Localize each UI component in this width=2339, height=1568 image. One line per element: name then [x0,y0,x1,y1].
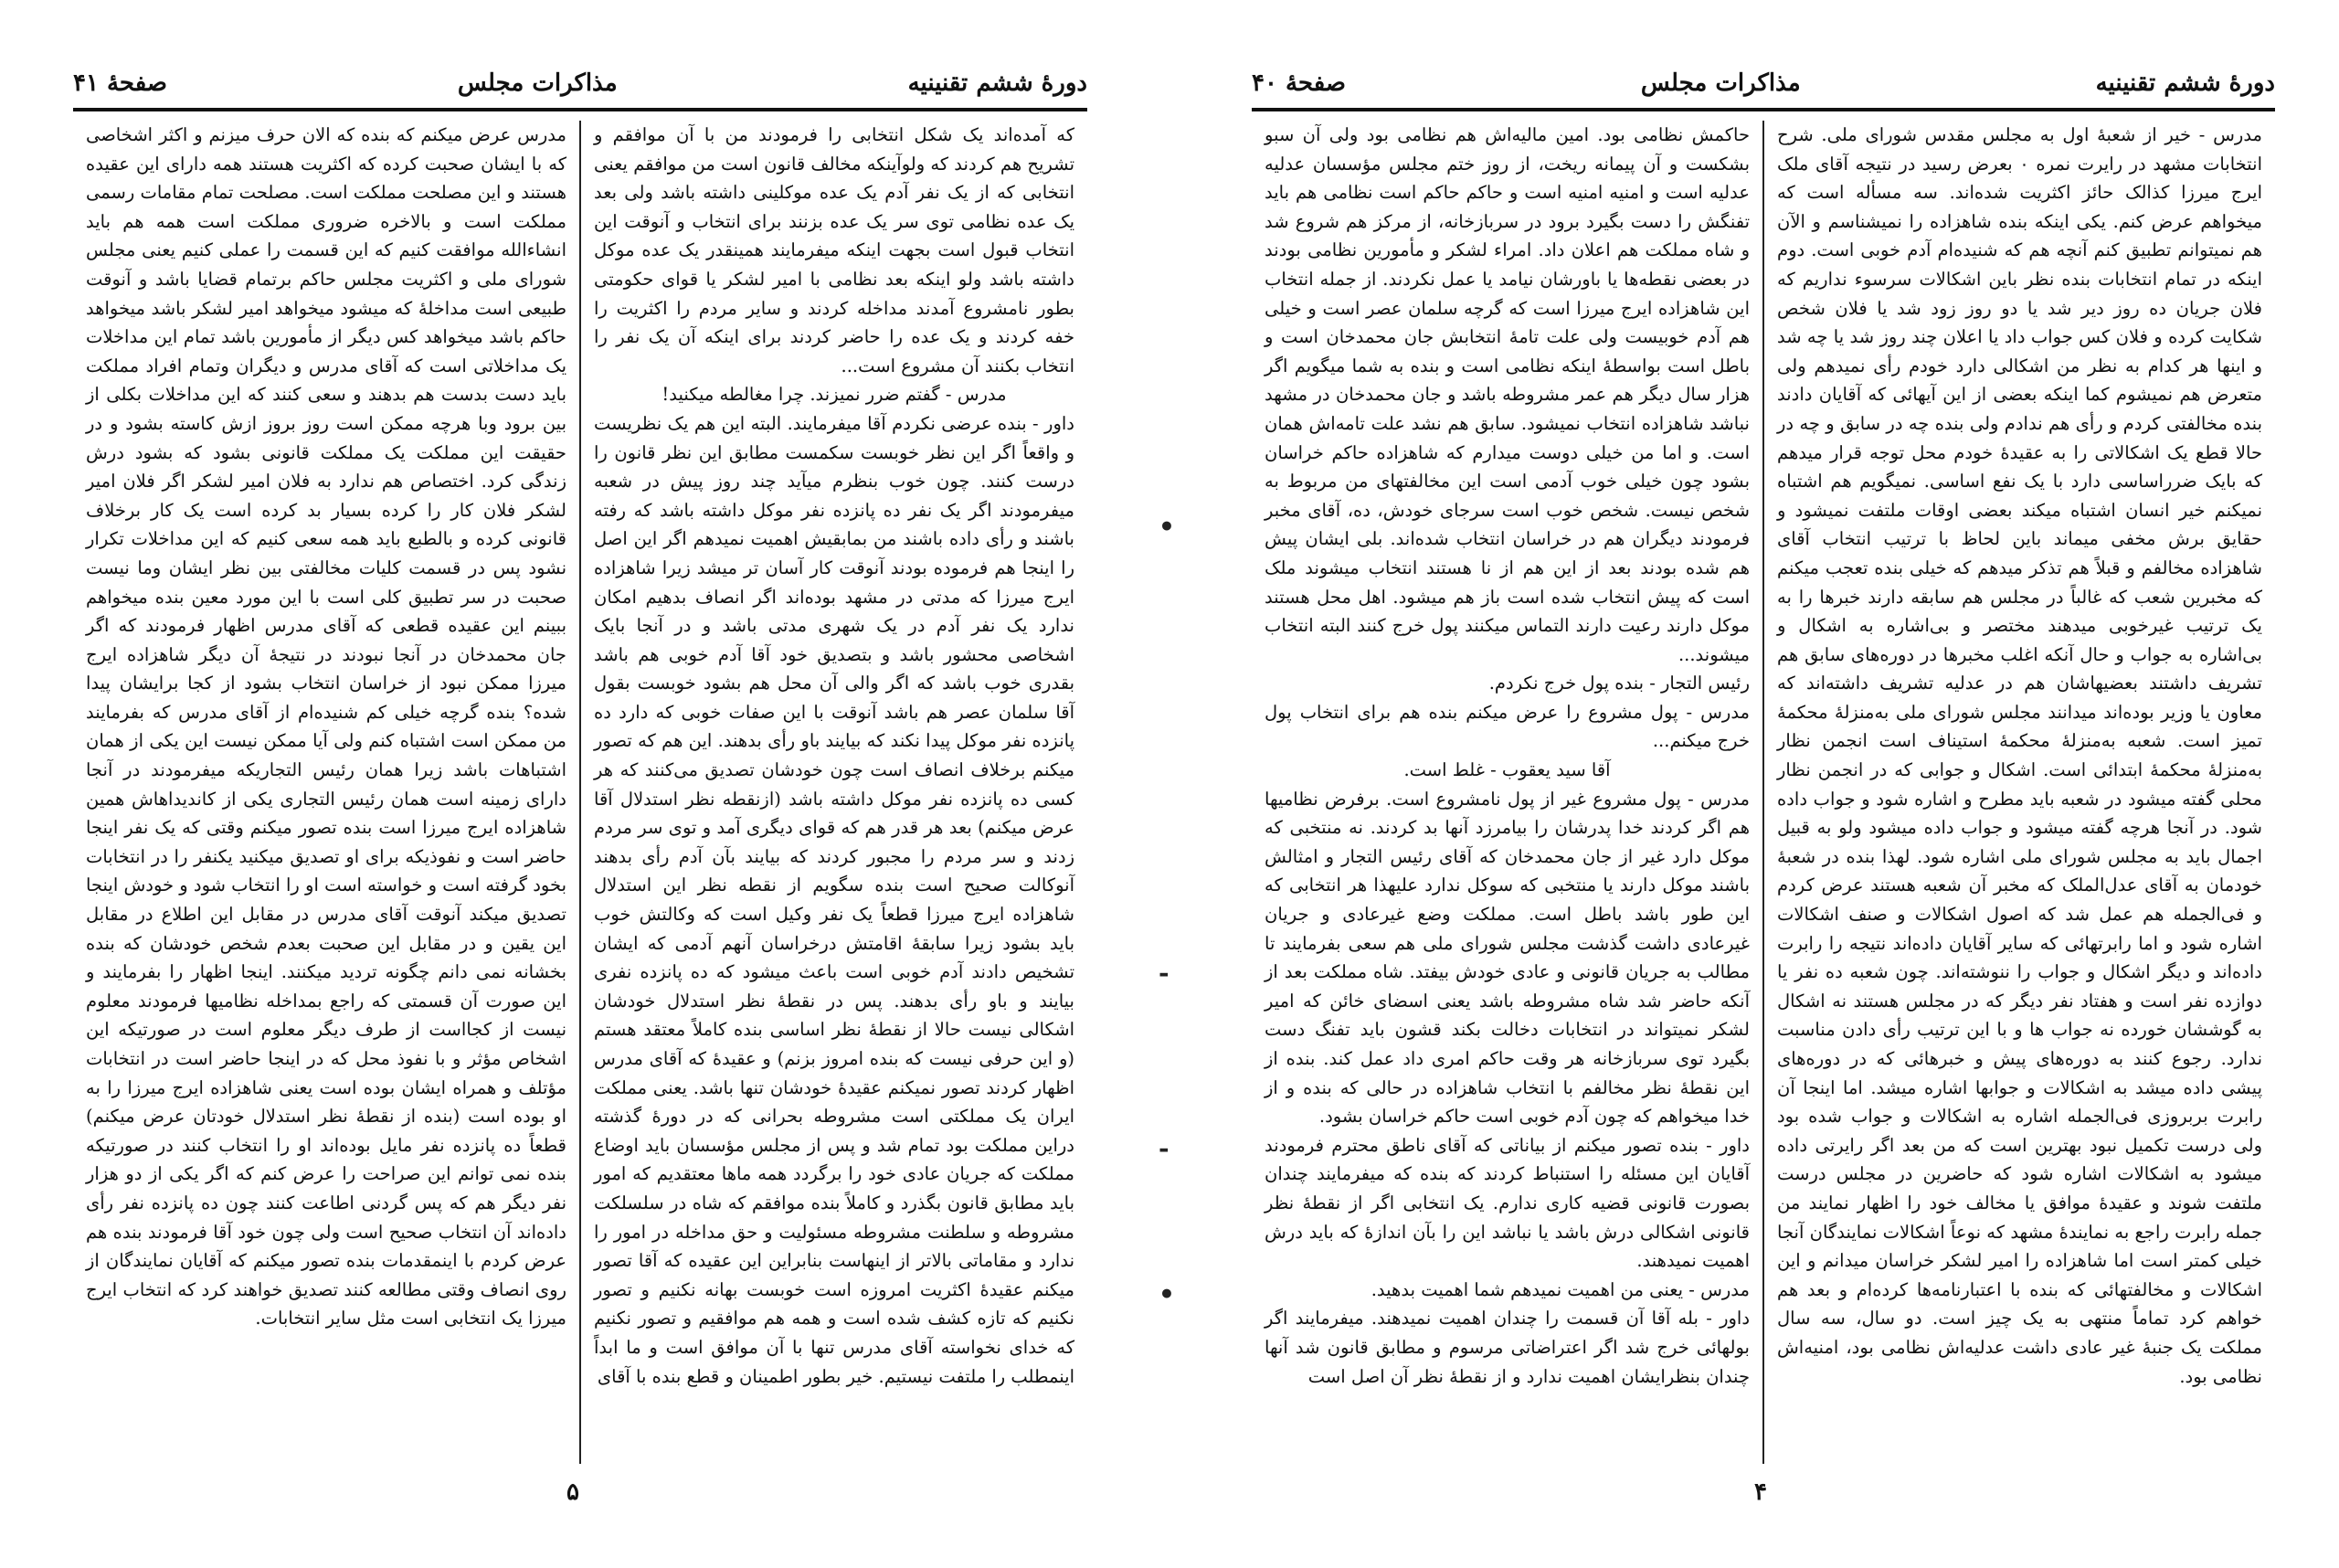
left-page-columns [73,121,1087,1464]
left-page [0,0,1133,1568]
paragraph: مدرس - گفتم ضرر نمیزند. چرا مغالطه میکنید! [661,384,1007,406]
right-page-left-column [1252,121,1762,1464]
right-page-right-column [1764,121,2275,1464]
paragraph: داور - بنده تصور میکنم از بیاناتی که آقای ناطق محترم فرمودند آقایان این مسئله را استنباط کردند که بنده که میفرمایند چندان بصورت قانونی قضیه کاری ندارم. یک انتخابی اگر از نقطهٔ نظر قانونی اشکالی درش باشد یا نباشد این را بآن اندازهٔ که باید درش اهمیت نمیدهند. [1265,1134,1750,1272]
left-page-header-title: مذاکرات مجلس [457,69,618,97]
gutter-mark: • [1159,1279,1175,1309]
paragraph: مدرس - پول مشروع غیر از پول نامشروع است. برفرض نظامیها هم اگر کردند خدا پدرشان را بیامرزد آنها بد کردند. نه منتخبی که موکل دارد غیر از جان محمدخان که آقای رئیس التجار و امثالش باشند موکل دارند یا منتخبی که سوکل ندارد علیهذا هر انتخابی که این طور باشد باطل است. مملکت وضع غیرعادی و جریان غیرعادی داشت گذشت مجلس شورای ملی هم سعی بفرمایند تا مطالب به جریان قانونی و عادی خودش بیفتد. شاه مملکت بعد از آنکه حاضر شد شاه مشروطه باشد یعنی اسضای خائن که امیر لشکر نمیتواند در انتخابات دخالت بکند قشون باید تفنگ دست بگیرد توی سربازخانه هر وقت حاکم امری داد عمل کند. بنده از این نقطهٔ نظر مخالفم با انتخاب شاهزاده در حالی که بنده و از خدا میخواهم که چون آدم خوبی است حاکم خراسان بشود. [1265,788,1750,1128]
paragraph: مدرس - پول مشروع را عرض میکنم بنده هم برای انتخاب پول خرج میکنم... [1265,701,1750,752]
paragraph: آقا سید یعقوب - غلط است. [1403,759,1611,781]
column-divider [1762,121,1764,1464]
paragraph: داور - بنده عرضی نکردم آقا میفرمایند. البته این هم یک نظریست و واقعاً اگر این نظر خوبست سکمست مطابق این نظر قانون را درست کنند. چون خوب بنظرم میآید چند روز پیش در شعبه میفرمودند اگر یک نفر ده پانزده نفر موکل داشته باشد که رفته باشند و رأی داده باشند من بمابقیش اهمیت نمیدهم اگر این اصل را اینجا هم فرموده بودند آنوقت کار آسان تر میشد زیرا شاهزاده ایرج میرزا که مدتی در مشهد بوده‌اند اگر انصاف بدهیم امکان ندارد یک نفر آدم در یک شهری مدتی باشد و در آنجا بایک اشخاصی محشور باشد و بتصدیق خود آقا آدم خوبی هم باشد بقدری خوب باشد که اگر والی آن محل هم بشود خوبست بقول آقا سلمان عصر هم باشد آنوقت با این صفات خوبی که دارد ده پانزده نفر موکل پیدا نکند که بیایند باو رأی بدهند. این هم که تصور میکنم برخلاف انصاف است چون خودشان تصدیق می‌کنند که هر کسی ده پانزده نفر موکل داشته باشد (ازنقطه نظر استدلال آقا عرض میکنم) بعد هر قدر هم که قوای دیگری آمد و توی سر مردم زدند و سر مردم را مجبور کردند که بیایند بآن آدم رأی بدهند آنوکالت صحیح است بنده سگویم از نقطه نظر این استدلال شاهزاده ایرج میرزا قطعاً یک نفر وکیل است که وکالتش خوب باید بشود زیرا سابقهٔ اقامتش درخراسان آنهم آدمی که ایشان تشخیص دادند آدم خوبی است باعث میشود که ده پانزده نفری بیایند و باو رأی بدهند. پس در نقطهٔ نظر استدلال خودشان اشکالی نیست حالا از نقطهٔ نظر اساسی بنده کاملاً معتقد هستم (و این حرفی نیست که بنده امروز بزنم) و عقیدهٔ که آقای مدرس اظهار کردند تصور نمیکنم عقیدهٔ خودشان تنها باشد. یعنی مملکت ایران یک مملکتی است مشروطه بحرانی که در دورهٔ گذشته دراین مملکت بود تمام شد و پس از مجلس مؤسسان باید اوضاع مملکت که جریان عادی خود را برگردد همه ماها معتقدیم که امور باید مطابق قانون بگذرد و کاملاً بنده موافقم که شاه در سلسلکت مشروطه و سلطنت مشروطه مسئولیت و حق مداخله در امور را ندارد و مقاماتی بالاتر از اینهاست بنابراین این عقیده که آقا تصور میکنم عقیدهٔ اکثریت امروزه است خوبست بهانه نکنیم و تصور نکنیم که تازه کشف شده است و همه هم موافقیم و تصور نکنیم که خدای نخواسته آقای مدرس تنها با آن موافق است و ما ابداً اینمطلب را ملتفت نیستیم. خیر بطور اطمینان و قطع بنده با آقای [594,412,1074,1387]
paragraph: مدرس - خیر از شعبهٔ اول به مجلس مقدس شورای ملی. شرح انتخابات مشهد در رایرت نمره ۰ بعرض رسید در نتیجه آقای ملک ایرج میرزا کذالک حائز اکثریت شده‌اند. سه مسأله است که میخواهم عرض کنم. یکی اینکه بنده شاهزاده را نمیشناسم و الآن هم نمیتوانم تطبیق کنم آنچه هم که شنیده‌ام آدم خوبی است. دوم اینکه در تمام انتخابات بنده نظر باین اشکالات سرسوء نداریم که فلان جریان ده روز دیر شد یا دو روز زود شد یا فلان شخص شکایت کرده و فلان کس جواب داد یا اعلان چند روز شد یا چه شد و اینها هر کدام به نظر من اشکالی دارد خودم رأی نمیدهم ولی متعرض هم نمیشوم کما اینکه بعضی از این آیهائی که آقایان دادند بنده مخالفتی کردم و رأی هم ندادم ولی بنده چه در سابق و چه در حالا قطع یک اشکالاتی را به عقیدهٔ خودم محل توجه قرار میدهم که بایک ضرراساسی دارد با یک نفع اساسی. نمیگویم هم اشتباه نمیکنم خیر انسان اشتباه میکند بعضی اوقات ملتفت نمیشود و حقایق برش مخفی میماند باین لحاظ با ترتیب انتخاب آقای شاهزاده مخالفم و قبلاً هم تذکر میدهم که خیلی بنده تعجب میکنم که مخبرین شعب که غالباً در مجلس هم سابقه دارند خبرها را به یک ترتیب غیرخوبی میدهند مختصر و بی‌اشاره به اشکال و بی‌اشاره به جواب و حال آنکه اغلب مخبرها در دوره‌های سابق هم تشریف داشتند بعضیهاشان هم در عدلیه تشریف داشته‌اند که معاون یا وزیر بوده‌اند میدانند مجلس شورای ملی به‌منزلهٔ محکمهٔ تمیز است. شعبه به‌منزلهٔ محکمهٔ استیناف است انجمن نظار به‌منزلهٔ محکمهٔ ابتدائی است. اشکال و جوابی که در انجمن نظار محلی گفته میشود در شعبه باید مطرح و اشاره شود و جواب داده شود. در آنجا هرچه گفته میشود و جواب داده میشود ولو به قبیل اجمال باید به مجلس شورای ملی اشاره شود. لهذا بنده در شعبهٔ خودمان به آقای عدل‌الملک که مخبر آن شعبه هستند عرض کردم و فی‌الجمله هم عمل شد که اصول اشکالات و صنف اشکالات اشاره شود و اما رابرتهائی که سایر آقایان داده‌اند نتیجه را رابرت داده‌اند و دیگر اشکال و جواب را ننوشته‌اند. چون شعبه ده نفر یا دوازده نفر است و هفتاد نفر دیگر که در مجلس هستند نه اشکال به گوششان خورده نه جواب ها و با این ترتیب رأی دادن مناسبت ندارد. رجوع کنند به دوره‌های پیش و خبرهائی که در دوره‌های پیشی داده میشد به اشکالات و جوابها اشاره میشد. اما اینجا آن رابرت بربروزی فی‌الجمله اشاره به اشکالات و جواب شده بود ولی درست تکمیل نبود بهترین است که من بعد اگر رایرتی داده میشود به اشکالات اشاره شود که حاضرین در مجلس درست ملتفت شوند و عقیدهٔ موافق یا مخالف خود را اظهار نمایند من جمله رابرت راجع به نمایندهٔ مشهد که نوعاً اشکالات نمایندگان آنجا خیلی کمتر است اما شاهزاده را امیر لشکر خراسان میدانم و این اشکالات و مخالفتهائی که بنده با اعتبارنامه‌ها کرده‌ام و بعد هم خواهم کرد تماماً منتهی به یک چیز است. دو سال، سه سال مملکت یک جنبهٔ غیر عادی داشت عدلیه‌اش نظامی بود، امنیه‌اش نظامی بود. [1777,124,2262,1387]
right-page-columns [1252,121,2275,1464]
right-page-header-rule [1252,108,2275,111]
right-page-header-volume: دورهٔ ششم تقنینیه [2095,69,2275,97]
right-page-header-title: مذاکرات مجلس [1640,69,1801,97]
left-page-header-volume: دورهٔ ششم تقنینیه [907,69,1087,97]
paragraph: رئیس التجار - بنده پول خرج نکردم. [1488,673,1750,694]
paragraph: حاکمش نظامی بود. امین مالیه‌اش هم نظامی بود ولی آن سبو بشکست و آن پیمانه ریخت، از روز ختم مجلس مؤسسان عدلیه عدلیه است و امنیه امنیه است و حاکم حاکم است نظامی هم باید تفنگش را دست بگیرد برود در سربازخانه، از مرکز هم شروع شد و شاه مملکت هم اعلان داد. امراء لشکر و مأمورین نظامی بودند در بعضی نقطه‌ها یا باورشان نیامد یا عمل نکردند. از جمله انتخاب این شاهزاده ایرج میرزا است که گرچه سلمان عصر است و خیلی هم آدم خوبیست ولی علت تامهٔ انتخابش جان محمدخان است و باطل است بواسطهٔ اینکه نظامی است و بنده به شما میگویم اگر هزار سال دیگر هم عمر مشروطه باشد و جان محمدخان در مشهد نباشد شاهزاده انتخاب نمیشود. سابق هم نشد علت تامه‌اش همان است. و اما من خیلی دوست میدارم که شاهزاده حاکم خراسان بشود چون خیلی خوب آدمی است این مخالفتهای من مربوط به شخص نیست. شخص خوب است سرجای خودش، ده، آقای مخبر فرمودند دیگران هم در خراسان انتخاب شده‌اند. بلی ایشان پیش هم شده بودند بعد از این هم از نا هستند انتخاب میشوند ملک است که پیش انتخاب شده است باز هم میشود. اهل محل هستند موکل دارند رعیت دارند التماس میکنند پول خرج کنند البته انتخاب میشوند... [1265,124,1750,665]
left-page-header-rule [73,108,1087,111]
right-page-header-page: صفحهٔ ۴۰ [1252,69,1346,97]
column-divider [579,121,581,1464]
left-page-header-page: صفحهٔ ۴۱ [73,69,167,97]
left-page-left-column [73,121,579,1464]
paragraph: داور - بله آقا آن قسمت را چندان اهمیت نمیدهند. میفرمایند اگر بولهائی خرج شد اگر اعتراضاتی مرسوم و مطابق قانون شد آنها چندان بنظرایشان اهمیت ندارد و از نقطهٔ نظر آن اصل است [1265,1308,1750,1387]
left-page-right-column [581,121,1087,1464]
paragraph: که آمده‌اند یک شکل انتخابی را فرمودند من با آن موافقم و تشریح هم کردند که ولوآینکه مخالف قانون است من موافقم یعنی انتخابی که از یک نفر آدم یک عده موکلینی داشته باشد ولی بعد یک عده نظامی توی سر یک عده بزنند برای انتخاب و آنوقت این انتخاب قبول است بجهت اینکه میفرمایند همینقدر یک عده موکل داشته باشد ولو اینکه بعد نظامی با امیر لشکر یا قوای حکومتی بطور نامشروع آمدند مداخله کردند و سایر مردم را اکثریت را خفه کردند و یک عده را حاضر کردند برای اینکه آن یک نفر را انتخاب بکنند آن مشروع است... [594,124,1074,376]
paragraph: مدرس عرض میکنم که بنده که الان حرف میزنم و اکثر اشخاصی که با ایشان صحبت کرده که اکثریت هستند همه دارای این عقیده هستند و این مصلحت مملکت است. مصلحت تمام مقامات رسمی مملکت است و بالاخره ضروری مملکت است همه هم باید انشاءالله موافقت کنیم که این قسمت را عملی کنیم یعنی مجلس شورای ملی و اکثریت مجلس حاکم برتمام قضایا باشد و آنوقت طبیعی است مداخلهٔ که میشود میخواهد امیر لشکر باشد میخواهد حاکم باشد میخواهد کس دیگر از مأمورین باشد تمام این مداخلات یک مداخلاتی است که آقای مدرس و دیگران وتمام افراد مملکت باید دست بدست هم بدهند و سعی کنند که این مداخلات بکلی از بین برود وبا هرچه ممکن است روز بروز ازش کاسته بشود و در حقیقت این مملکت یک مملکت قانونی بشود که بشود درش زندگی کرد. اختصاص هم ندارد به فلان امیر لشکر اگر فلان امیر لشکر فلان کار را کرده بسیار بد کرده است یک کار برخلاف قانونی کرده و بالطبع باید همه سعی کنیم که این مداخلات تکرار نشود پس در قسمت کلیات مخالفتی بین نظر ایشان وما نیست صحبت در سر تطبیق کلی است با این مورد معین بنده میخواهم ببینم این عقیده قطعی که آقای مدرس اظهار فرمودند که اگر جان محمدخان در آنجا نبودند در نتیجهٔ آن دیگر شاهزاده ایرج میرزا ممکن نبود از خراسان انتخاب بشود از کجا برایشان پیدا شده؟ بنده گرچه خیلی کم شنیده‌ام از آقای مدرس که بفرمایند من ممکن است اشتباه کنم ولی آیا ممکن نیست این یکی از همان اشتباهات باشد زیرا همان رئیس التجاریکه میفرمودند در آنجا دارای زمینه است همان رئیس التجاری یکی از کاندیداهاش همین شاهزاده ایرج میرزا است بنده تصور میکنم وقتی که یک نفر اینجا حاضر است و نفوذیکه برای او تصدیق میکنید یکنفر را در انتخابات بخود گرفته است و خواسته است او را انتخاب شود و خودش اینجا تصدیق میکند آنوقت آقای مدرس در مقابل این اطلاع در مقابل این یقین و در مقابل این صحبت بعدم شخص خودشان که بنده بخشانه نمی دانم چگونه تردید میکنند. اینجا اظهار را بفرمایند و این صورت آن قسمتی که راجع بمداخله نظامیها فرمودند معلوم نیست از کجااست از طرف دیگر معلوم است در صورتیکه این اشخاص مؤثر و با نفوذ محل که در اینجا حاضر است در انتخابات مؤتلف و همراه ایشان بوده است یعنی شاهزاده ایرج میرزا را به او بوده است (بنده از نقطهٔ نظر استدلال خودتان عرض میکنم) قطعاً ده پانزده نفر مایل بوده‌اند او را انتخاب کنند در صورتیکه بنده نمی توانم این صراحت را عرض کنم که اگر یکی از دو هزار نفر دیگر هم که پس گردنی اطاعت کنند چون ده پانزده نفر رأی داده‌اند آن انتخاب صحیح است ولی چون خود آقا فرمودند بنده هم عرض کردم با اینمقدمات بنده تصور میکنم که آقایان نمایندگان از روی انصاف وقتی مطالعه کنند تصدیق خواهند کرد که انتخاب ایرج میرزا یک انتخابی است مثل سایر انتخابات. [86,124,566,1330]
right-page [1170,0,2339,1568]
left-page-header [73,62,1087,104]
gutter-mark: • [1159,512,1175,542]
right-page-header [1252,62,2275,104]
gutter-mark: - [1159,958,1170,988]
gutter-mark: - [1159,1133,1170,1163]
right-page-number: ۴ [1754,1478,1767,1506]
left-page-number: ۵ [566,1478,579,1506]
paragraph: مدرس - یعنی من اهمیت نمیدهم شما اهمیت بدهید. [1371,1278,1750,1300]
